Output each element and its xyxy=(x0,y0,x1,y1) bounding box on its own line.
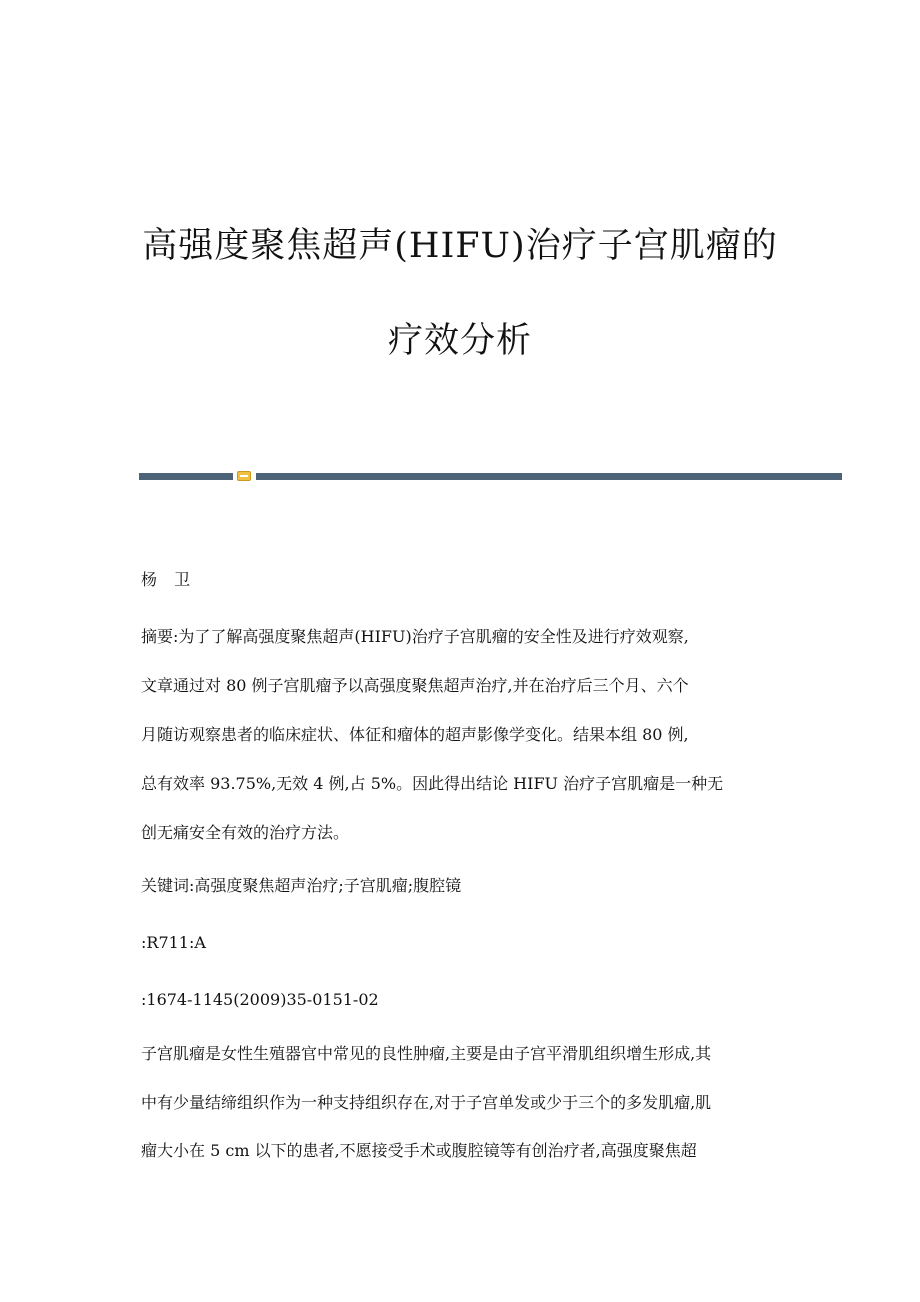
keywords: 关键词:高强度聚焦超声治疗;子宫肌瘤;腹腔镜 xyxy=(141,876,462,895)
abstract-line: 创无痛安全有效的治疗方法。 xyxy=(141,823,350,842)
title-divider xyxy=(139,471,842,481)
abstract-line: 月随访观察患者的临床症状、体征和瘤体的超声影像学变化。结果本组 80 例, xyxy=(141,725,689,744)
title-line-1: 高强度聚焦超声(HIFU)治疗子宫肌瘤的 xyxy=(142,226,778,266)
title-line-2: 疗效分析 xyxy=(387,321,532,361)
divider-ornament-icon xyxy=(237,471,251,481)
divider-bar-right xyxy=(256,473,842,480)
author: 杨 卫 xyxy=(141,570,197,589)
body-line: 中有少量结缔组织作为一种支持组织存在,对于子宫单发或少于三个的多发肌瘤,肌 xyxy=(141,1093,712,1112)
abstract-line: 文章通过对 80 例子宫肌瘤予以高强度聚焦超声治疗,并在治疗后三个月、六个 xyxy=(141,676,689,695)
body-line: 子宫肌瘤是女性生殖器官中常见的良性肿瘤,主要是由子宫平滑肌组织增生形成,其 xyxy=(141,1044,712,1063)
divider-bar-left xyxy=(139,473,233,480)
body-line: 瘤大小在 5 cm 以下的患者,不愿接受手术或腹腔镜等有创治疗者,高强度聚焦超 xyxy=(141,1141,697,1160)
abstract-line: 总有效率 93.75%,无效 4 例,占 5%。因此得出结论 HIFU 治疗子宫肌瘤是一种无 xyxy=(141,774,724,793)
classification-code: :R711:A xyxy=(141,933,206,952)
document-id: :1674-1145(2009)35-0151-02 xyxy=(141,990,379,1009)
abstract-line: 摘要:为了了解高强度聚焦超声(HIFU)治疗子宫肌瘤的安全性及进行疗效观察, xyxy=(141,627,689,646)
